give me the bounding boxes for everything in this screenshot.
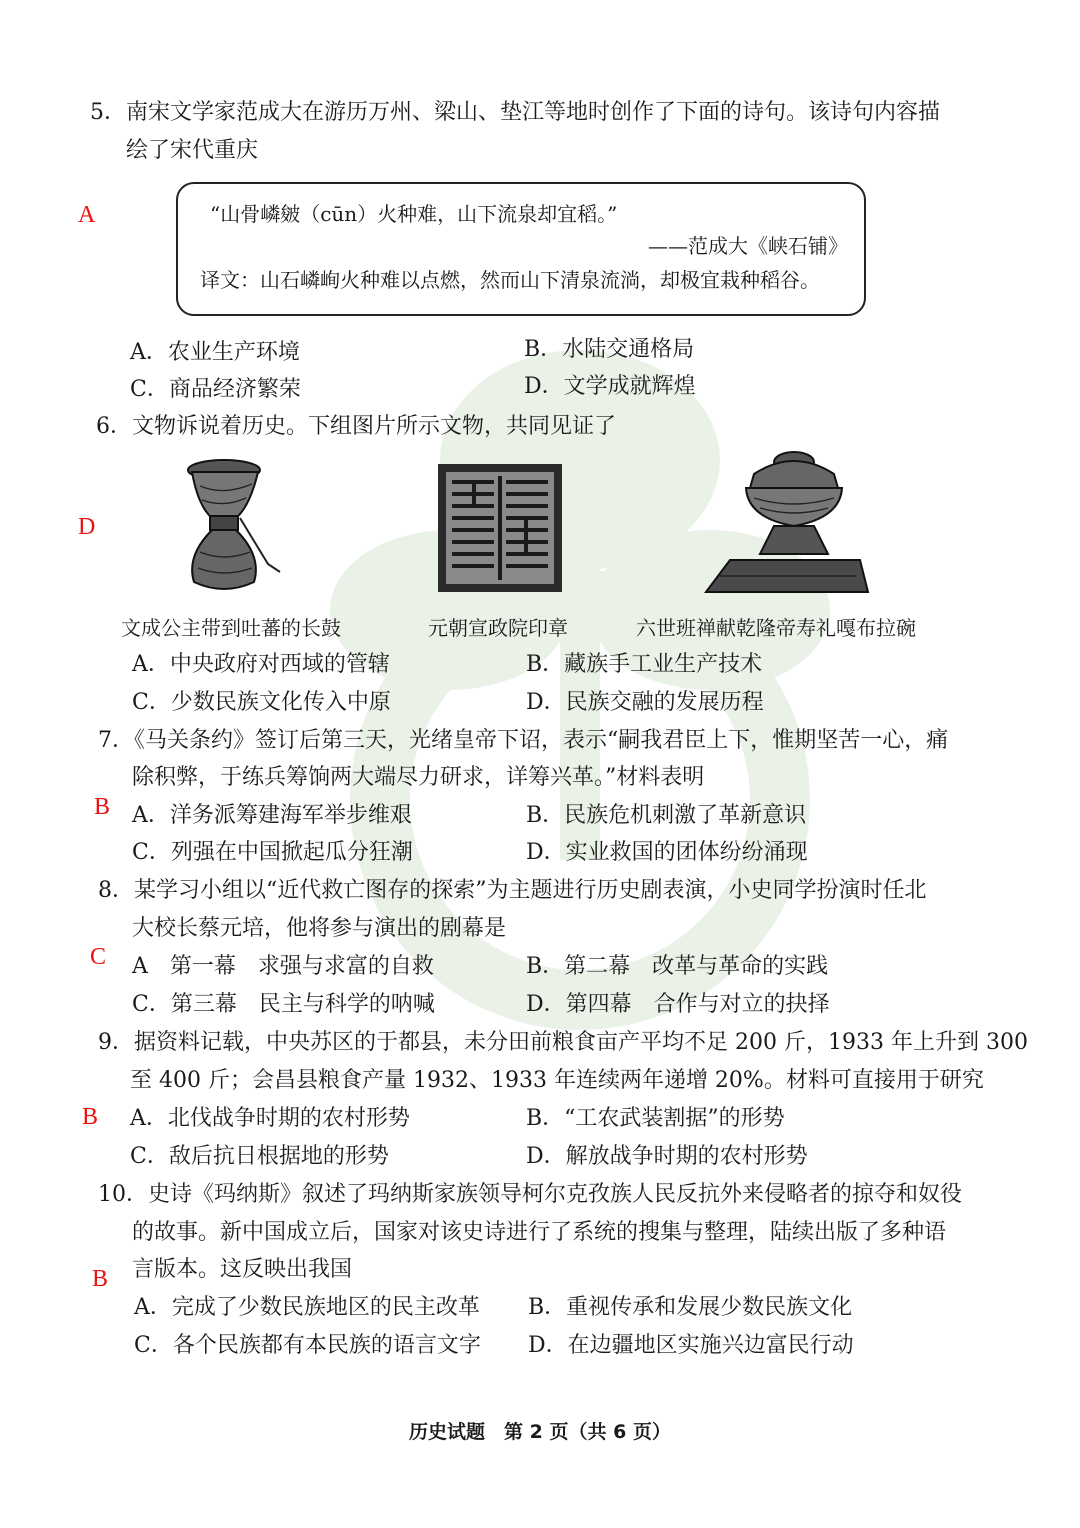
q6-stem: 6．文物诉说着历史。下组图片所示文物，共同见证了: [96, 414, 616, 439]
q10-stem-line3: 言版本。这反映出我国: [132, 1257, 353, 1282]
q7-option-a: A．洋务派筹建海军举步维艰: [132, 803, 412, 828]
q8-answer-mark: C: [90, 944, 107, 970]
q5-poem-source: ——范成大《峡石铺》: [648, 234, 848, 258]
q8-option-c: C．第三幕 民主与科学的呐喊: [132, 992, 435, 1017]
q7-stem-line2: 除积弊，于练兵筹饷两大端尽力研求，详筹兴革。”材料表明: [132, 765, 705, 790]
seal-artifact-image: [436, 462, 564, 594]
q10-stem-line1: 10．史诗《玛纳斯》叙述了玛纳斯家族领导柯尔克孜族人民反抗外来侵略者的掠夺和奴役: [98, 1182, 962, 1207]
bowl-caption: 六世班禅献乾隆帝寿礼嘎布拉碗: [636, 616, 916, 640]
q9-option-a: A．北伐战争时期的农村形势: [130, 1106, 410, 1131]
q7-stem-line1: 7．《马关条约》签订后第三天，光绪皇帝下诏，表示“嗣我君臣上下，惟期坚苦一心，痛: [98, 728, 949, 753]
q7-option-d: D．实业救国的团体纷纷涌现: [526, 840, 808, 865]
q5-answer-mark: A: [78, 202, 96, 228]
q6-option-b: B．藏族手工业生产技术: [526, 652, 763, 677]
q5-option-d: D．文学成就辉煌: [524, 374, 696, 399]
q6-answer-mark: D: [78, 514, 96, 540]
drum-artifact-image: [182, 456, 292, 598]
q7-option-b: B．民族危机刺激了革新意识: [526, 803, 807, 828]
q8-option-b: B．第二幕 改革与革命的实践: [526, 954, 829, 979]
q5-poem-translation: 译文：山石嶙峋火种难以点燃，然而山下清泉流淌，却极宜栽种稻谷。: [200, 268, 820, 292]
drum-caption: 文成公主带到吐蕃的长鼓: [121, 616, 341, 640]
page-footer: 历史试题 第 2 页（共 6 页）: [409, 1421, 671, 1443]
q5-stem-line1: 5．南宋文学家范成大在游历万州、梁山、垫江等地时创作了下面的诗句。该诗句内容描: [90, 100, 940, 125]
q10-option-c: C．各个民族都有本民族的语言文字: [134, 1333, 481, 1358]
q9-option-d: D．解放战争时期的农村形势: [526, 1144, 808, 1169]
q10-answer-mark: B: [92, 1266, 109, 1292]
q8-option-d: D．第四幕 合作与对立的抉择: [526, 992, 830, 1017]
q7-option-c: C．列强在中国掀起瓜分狂潮: [132, 840, 413, 865]
q10-option-a: A．完成了少数民族地区的民主改革: [134, 1295, 480, 1320]
q5-poem-box: [176, 182, 866, 316]
q9-option-b: B．“工农武装割据”的形势: [526, 1106, 785, 1131]
seal-caption: 元朝宣政院印章: [428, 616, 568, 640]
q7-answer-mark: B: [94, 794, 111, 820]
q5-stem-line2: 绘了宋代重庆: [126, 138, 259, 163]
q9-option-c: C．敌后抗日根据地的形势: [130, 1144, 389, 1169]
q5-option-c: C．商品经济繁荣: [130, 377, 301, 402]
q6-option-a: A．中央政府对西域的管辖: [132, 652, 390, 677]
q5-option-a: A．农业生产环境: [130, 340, 300, 365]
q8-option-a: A 第一幕 求强与求富的自救: [132, 954, 434, 979]
bowl-artifact-image: [700, 444, 872, 598]
q10-stem-line2: 的故事。新中国成立后，国家对该史诗进行了系统的搜集与整理，陆续出版了多种语: [132, 1220, 947, 1245]
q10-option-b: B．重视传承和发展少数民族文化: [528, 1295, 853, 1320]
q6-option-c: C．少数民族文化传入中原: [132, 690, 391, 715]
q8-stem-line2: 大校长蔡元培，他将参与演出的剧幕是: [132, 916, 507, 941]
q10-option-d: D．在边疆地区实施兴边富民行动: [528, 1333, 854, 1358]
q8-stem-line1: 8．某学习小组以“近代救亡图存的探索”为主题进行历史剧表演，小史同学扮演时任北: [98, 878, 927, 903]
q5-option-b: B．水陆交通格局: [524, 337, 695, 362]
q9-stem-line1: 9．据资料记载，中央苏区的于都县，未分田前粮食亩产平均不足 200 斤，1933 年上升到 300: [98, 1030, 1028, 1055]
q5-poem-line: “山骨嶙皴（cūn）火种难，山下流泉却宜稻。”: [210, 202, 618, 226]
q9-stem-line2: 至 400 斤；会昌县粮食产量 1932、1933 年连续两年递增 20%。材料可直接用于研究: [130, 1068, 984, 1093]
q6-option-d: D．民族交融的发展历程: [526, 690, 764, 715]
q9-answer-mark: B: [82, 1104, 99, 1130]
